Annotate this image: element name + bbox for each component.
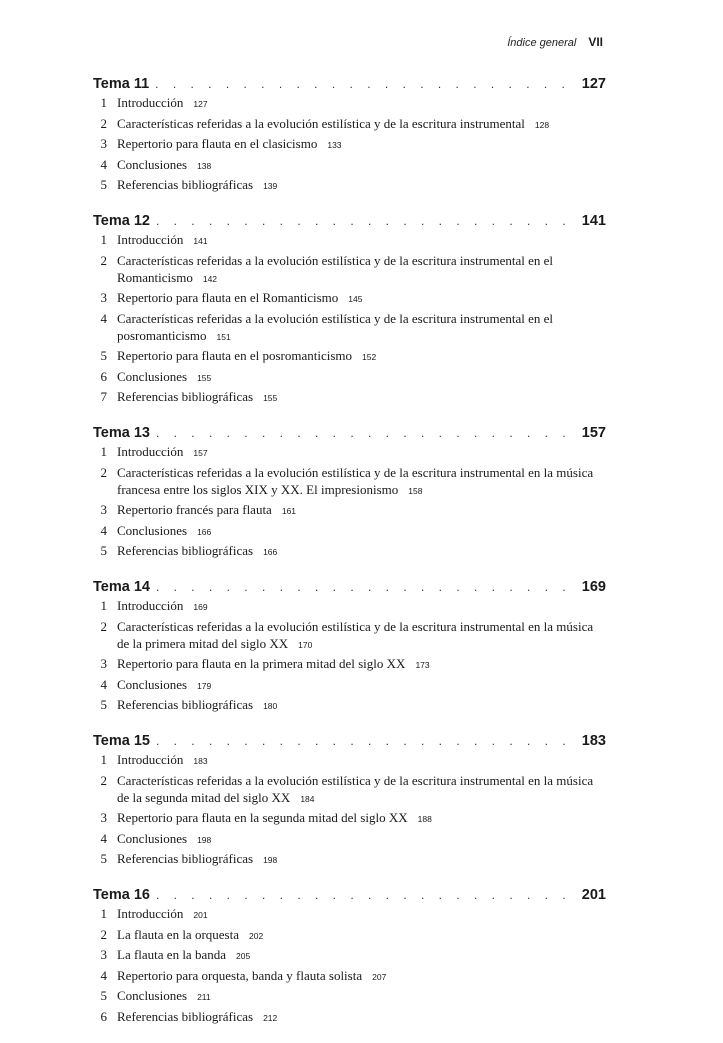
entry-page-number: 180 bbox=[263, 701, 278, 711]
toc-entry[interactable] bbox=[93, 347, 606, 366]
entry-title: Referencias bibliográficas bbox=[117, 177, 254, 192]
chapter-heading[interactable] bbox=[93, 885, 606, 905]
dot-leader bbox=[156, 423, 576, 443]
entry-title: Repertorio para flauta en el Romanticismo bbox=[117, 290, 339, 305]
entry-number: 1 bbox=[100, 232, 107, 247]
entry-body bbox=[117, 310, 606, 346]
dot-leader bbox=[156, 577, 576, 597]
entry-title: Conclusiones bbox=[117, 676, 188, 692]
entry-number: 5 bbox=[100, 988, 107, 1003]
chapter-page-number: 141 bbox=[581, 213, 606, 229]
toc-entry[interactable] bbox=[93, 830, 606, 849]
entry-page-number: 211 bbox=[197, 992, 211, 1002]
entry-body bbox=[117, 696, 606, 715]
chapter-heading[interactable] bbox=[93, 731, 606, 751]
entry-page-number: 184 bbox=[300, 793, 315, 804]
toc-chapter bbox=[93, 74, 606, 195]
chapter-title: Tema 14 bbox=[93, 579, 150, 595]
entry-body bbox=[117, 443, 606, 462]
entry-page-number: 179 bbox=[197, 680, 212, 691]
entry-title: Características referidas a la evolución estilística y de la escritura instrumental en la música de la segunda mitad del siglo XX bbox=[117, 772, 594, 805]
entry-title: Conclusiones bbox=[117, 830, 188, 846]
toc-entry[interactable] bbox=[93, 751, 606, 770]
toc-entry[interactable] bbox=[93, 926, 606, 945]
running-head-page-number: VII bbox=[588, 35, 603, 49]
entry-page-number: 141 bbox=[193, 236, 208, 246]
chapter-title: Tema 11 bbox=[93, 76, 150, 92]
chapter-title: Tema 15 bbox=[93, 733, 150, 749]
entry-number: 7 bbox=[100, 389, 107, 404]
entry-number: 5 bbox=[100, 697, 107, 712]
entry-page-number: 155 bbox=[197, 372, 212, 383]
chapter-heading[interactable] bbox=[93, 577, 606, 597]
toc-chapter bbox=[93, 731, 606, 869]
entry-body bbox=[117, 676, 606, 695]
entry-body bbox=[117, 231, 606, 250]
entry-title: Introducción bbox=[117, 95, 184, 110]
toc-entry[interactable] bbox=[93, 176, 606, 195]
entry-body bbox=[117, 252, 606, 288]
toc-entry[interactable] bbox=[93, 156, 606, 175]
entry-number: 6 bbox=[100, 1008, 107, 1024]
entry-page-number: 127 bbox=[193, 99, 208, 109]
entry-body bbox=[117, 115, 606, 134]
toc-entry[interactable] bbox=[93, 368, 606, 387]
dot-leader bbox=[155, 74, 576, 94]
entry-body bbox=[117, 618, 606, 654]
entry-number: 1 bbox=[100, 95, 107, 110]
entry-page-number: 128 bbox=[534, 119, 550, 130]
toc-entry[interactable] bbox=[93, 967, 606, 986]
entry-title: Introducción bbox=[117, 444, 184, 459]
toc-entry[interactable] bbox=[93, 597, 606, 616]
entry-title: Repertorio para flauta en el posromanticismo bbox=[117, 348, 353, 363]
entry-number: 1 bbox=[100, 906, 107, 921]
entry-body bbox=[117, 905, 606, 924]
entry-body bbox=[117, 368, 606, 387]
entry-number: 3 bbox=[100, 947, 107, 962]
entry-title: Referencias bibliográficas bbox=[117, 543, 254, 558]
toc-entry[interactable] bbox=[93, 289, 606, 308]
chapter-heading[interactable] bbox=[93, 423, 606, 443]
chapter-heading[interactable] bbox=[93, 74, 606, 94]
entry-page-number: 183 bbox=[193, 756, 208, 766]
entry-title: Conclusiones bbox=[117, 522, 188, 538]
entry-title: Introducción bbox=[117, 598, 184, 613]
toc-entry[interactable] bbox=[93, 772, 606, 808]
entry-page-number: 201 bbox=[193, 910, 208, 920]
chapter-page-number: 127 bbox=[581, 76, 606, 92]
entry-title: Características referidas a la evolución estilística y de la escritura instrumental bbox=[117, 115, 525, 131]
entry-number: 4 bbox=[100, 310, 107, 326]
entry-number: 2 bbox=[100, 772, 107, 788]
toc-entry[interactable] bbox=[93, 388, 606, 407]
entry-body bbox=[117, 94, 606, 113]
entry-page-number: 212 bbox=[263, 1012, 278, 1023]
entry-body bbox=[117, 135, 606, 154]
chapter-page-number: 201 bbox=[581, 887, 606, 903]
entry-number: 2 bbox=[100, 618, 107, 634]
toc-entry[interactable] bbox=[93, 94, 606, 113]
toc-entry[interactable] bbox=[93, 618, 606, 654]
entry-number: 1 bbox=[100, 598, 107, 613]
chapter-page-number: 157 bbox=[581, 425, 606, 441]
entry-title: La flauta en la banda bbox=[117, 947, 226, 962]
dot-leader bbox=[156, 885, 576, 905]
entry-title: Repertorio para flauta en el clasicismo bbox=[117, 136, 318, 151]
entry-page-number: 161 bbox=[281, 506, 297, 516]
entry-body bbox=[117, 176, 606, 195]
entry-title: Conclusiones bbox=[117, 156, 188, 172]
dot-leader bbox=[156, 731, 576, 751]
entry-number: 2 bbox=[100, 464, 107, 480]
entry-body bbox=[117, 388, 606, 407]
entry-number: 3 bbox=[100, 810, 107, 825]
toc-entry[interactable] bbox=[93, 905, 606, 924]
entry-body bbox=[117, 809, 606, 828]
entry-body bbox=[117, 347, 606, 366]
entry-number: 3 bbox=[100, 290, 107, 305]
chapter-title: Tema 13 bbox=[93, 425, 150, 441]
entry-number: 1 bbox=[100, 752, 107, 767]
entry-page-number: 133 bbox=[327, 140, 342, 150]
entry-number: 4 bbox=[100, 156, 107, 172]
entry-title: Referencias bibliográficas bbox=[117, 697, 254, 712]
entry-title: Repertorio francés para flauta bbox=[117, 502, 272, 517]
entry-body bbox=[117, 655, 606, 674]
chapter-entries bbox=[93, 905, 606, 1027]
toc-entry[interactable] bbox=[93, 252, 606, 288]
entry-page-number: 142 bbox=[202, 273, 218, 284]
entry-page-number: 138 bbox=[197, 160, 212, 171]
entry-number: 4 bbox=[100, 967, 107, 983]
entry-title: Referencias bibliográficas bbox=[117, 851, 254, 866]
entry-title: Referencias bibliográficas bbox=[117, 1008, 254, 1024]
entry-body bbox=[117, 830, 606, 849]
entry-body bbox=[117, 542, 606, 561]
toc-entry[interactable] bbox=[93, 676, 606, 695]
entry-body bbox=[117, 850, 606, 869]
entry-page-number: 151 bbox=[216, 331, 231, 342]
entry-page-number: 198 bbox=[197, 834, 212, 845]
toc-entry[interactable] bbox=[93, 696, 606, 715]
entry-body bbox=[117, 926, 606, 945]
entry-number: 5 bbox=[100, 177, 107, 192]
running-head bbox=[507, 35, 603, 49]
entry-title: Características referidas a la evolución estilística y de la escritura instrumental en el posromanticismo bbox=[117, 310, 554, 343]
entry-page-number: 166 bbox=[263, 547, 278, 557]
table-of-contents bbox=[93, 74, 606, 1043]
entry-title: Introducción bbox=[117, 752, 184, 767]
chapter-entries bbox=[93, 597, 606, 715]
chapter-entries bbox=[93, 94, 606, 195]
chapter-entries bbox=[93, 231, 606, 407]
toc-entry[interactable] bbox=[93, 850, 606, 869]
entry-page-number: 205 bbox=[236, 951, 251, 961]
entry-page-number: 139 bbox=[263, 181, 278, 191]
entry-title: Características referidas a la evolución estilística y de la escritura instrumental en el Romanticismo bbox=[117, 252, 554, 285]
entry-number: 3 bbox=[100, 502, 107, 517]
dot-leader bbox=[156, 211, 576, 231]
entry-title: Repertorio para flauta en la primera mitad del siglo XX bbox=[117, 656, 406, 671]
entry-body bbox=[117, 967, 606, 986]
toc-entry[interactable] bbox=[93, 464, 606, 500]
entry-number: 2 bbox=[100, 115, 107, 131]
entry-page-number: 169 bbox=[193, 602, 208, 612]
toc-entry[interactable] bbox=[93, 135, 606, 154]
running-head-section: Índice general bbox=[507, 37, 577, 49]
entry-page-number: 188 bbox=[417, 814, 432, 824]
entry-body bbox=[117, 501, 606, 520]
toc-entry[interactable] bbox=[93, 655, 606, 674]
entry-body bbox=[117, 464, 606, 500]
toc-entry[interactable] bbox=[93, 310, 606, 346]
entry-title: Características referidas a la evolución estilística y de la escritura instrumental en la música de la primera mitad del siglo XX bbox=[117, 618, 594, 651]
entry-title: Características referidas a la evolución estilística y de la escritura instrumental en la música francesa entre los siglos XIX y XX. El impresionismo bbox=[117, 464, 594, 497]
entry-title: Introducción bbox=[117, 906, 184, 921]
entry-body bbox=[117, 289, 606, 308]
entry-body bbox=[117, 751, 606, 770]
chapter-title: Tema 16 bbox=[93, 887, 150, 903]
entry-number: 2 bbox=[100, 252, 107, 268]
entry-body bbox=[117, 772, 606, 808]
entry-body bbox=[117, 946, 606, 965]
toc-chapter bbox=[93, 211, 606, 407]
entry-title: Conclusiones bbox=[117, 988, 188, 1003]
chapter-heading[interactable] bbox=[93, 211, 606, 231]
toc-chapter bbox=[93, 885, 606, 1027]
entry-number: 5 bbox=[100, 543, 107, 558]
entry-title: Referencias bibliográficas bbox=[117, 389, 254, 404]
entry-number: 3 bbox=[100, 656, 107, 671]
toc-entry[interactable] bbox=[93, 501, 606, 520]
chapter-entries bbox=[93, 751, 606, 869]
chapter-page-number: 169 bbox=[581, 579, 606, 595]
entry-page-number: 155 bbox=[263, 393, 278, 403]
entry-page-number: 202 bbox=[249, 930, 264, 941]
entry-number: 5 bbox=[100, 851, 107, 866]
entry-number: 2 bbox=[100, 926, 107, 942]
entry-number: 5 bbox=[100, 348, 107, 363]
chapter-entries bbox=[93, 443, 606, 561]
entry-page-number: 170 bbox=[298, 639, 313, 650]
chapter-page-number: 183 bbox=[581, 733, 606, 749]
toc-entry[interactable] bbox=[93, 946, 606, 965]
entry-page-number: 152 bbox=[362, 352, 377, 362]
entry-number: 3 bbox=[100, 136, 107, 151]
entry-page-number: 166 bbox=[197, 526, 212, 537]
chapter-title: Tema 12 bbox=[93, 213, 150, 229]
entry-body bbox=[117, 597, 606, 616]
toc-chapter bbox=[93, 577, 606, 715]
entry-number: 4 bbox=[100, 522, 107, 538]
entry-page-number: 158 bbox=[408, 485, 423, 496]
entry-number: 4 bbox=[100, 676, 107, 692]
entry-page-number: 145 bbox=[348, 294, 363, 304]
toc-entry[interactable] bbox=[93, 522, 606, 541]
entry-number: 4 bbox=[100, 830, 107, 846]
entry-number: 6 bbox=[100, 368, 107, 384]
entry-title: La flauta en la orquesta bbox=[117, 926, 239, 942]
toc-entry[interactable] bbox=[93, 443, 606, 462]
entry-body bbox=[117, 522, 606, 541]
entry-page-number: 173 bbox=[415, 660, 430, 670]
toc-entry[interactable] bbox=[93, 987, 606, 1006]
toc-entry[interactable] bbox=[93, 231, 606, 250]
entry-title: Conclusiones bbox=[117, 368, 188, 384]
toc-chapter bbox=[93, 423, 606, 561]
entry-page-number: 198 bbox=[263, 855, 278, 865]
toc-entry[interactable] bbox=[93, 115, 606, 134]
entry-title: Repertorio para flauta en la segunda mitad del siglo XX bbox=[117, 810, 408, 825]
toc-entry[interactable] bbox=[93, 542, 606, 561]
entry-body bbox=[117, 987, 606, 1006]
entry-body bbox=[117, 156, 606, 175]
entry-title: Repertorio para orquesta, banda y flauta solista bbox=[117, 967, 363, 983]
entry-number: 1 bbox=[100, 444, 107, 459]
entry-page-number: 157 bbox=[193, 448, 208, 458]
entry-title: Introducción bbox=[117, 232, 184, 247]
toc-entry[interactable] bbox=[93, 809, 606, 828]
entry-page-number: 207 bbox=[372, 971, 387, 982]
